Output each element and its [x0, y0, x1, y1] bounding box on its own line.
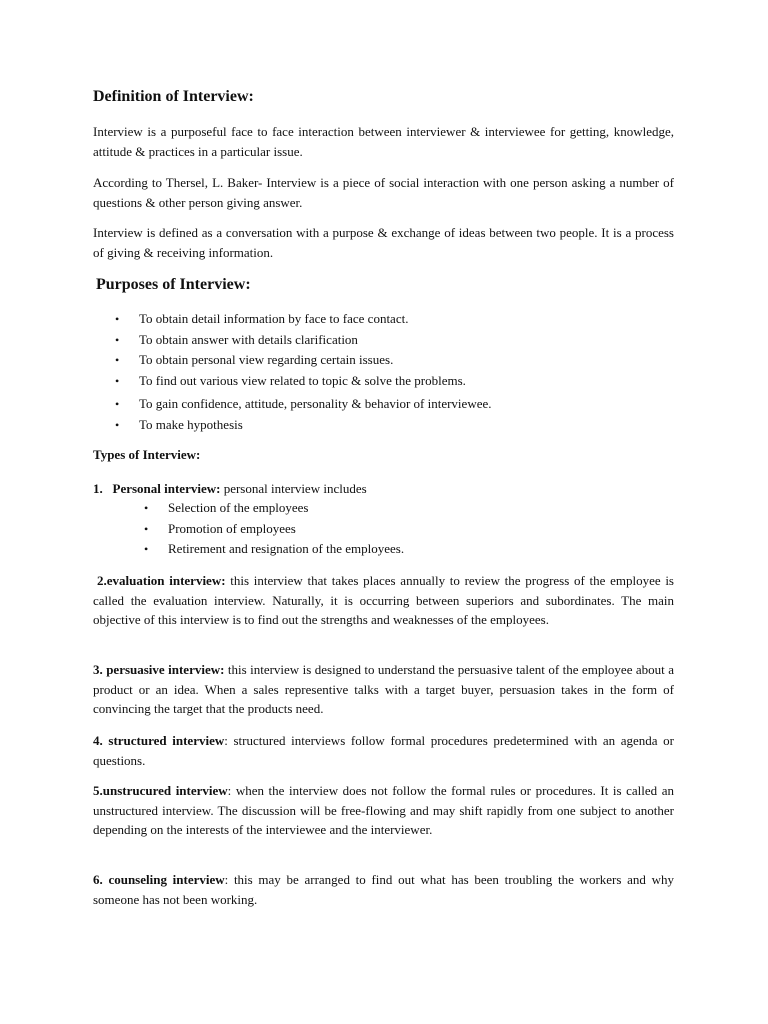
personal-interview-list [93, 498, 674, 560]
bullet-icon: • [115, 332, 120, 347]
bullet-icon: • [115, 373, 120, 388]
type-persuasive-title: 3. persuasive interview: [93, 662, 225, 677]
list-item: • Promotion of employees [93, 519, 674, 540]
definition-heading: Definition of Interview: [93, 88, 254, 105]
bullet-icon: • [115, 353, 120, 367]
types-heading: Types of Interview: [93, 447, 201, 462]
list-item: • To obtain detail information by face to face contact. [93, 309, 674, 330]
type-counseling [93, 870, 674, 909]
bullet-icon: • [115, 312, 120, 326]
type-personal-title: Personal interview: [112, 481, 221, 496]
list-item: • Retirement and resignation of the employees. [93, 539, 674, 560]
type-evaluation-text: this interview that takes places annually to review the progress of the employee is called the evaluation interview. Naturally, it is occurring between superiors and subordinates. The main objective of this interview is to find out the strengths and weaknesses of the employees. [93, 573, 674, 627]
bullet-icon: • [144, 501, 149, 515]
type-personal [93, 479, 674, 499]
type-personal-number: 1. [93, 481, 103, 496]
type-unstructured-title: 5.unstrucured interview [93, 783, 228, 798]
bullet-icon: • [115, 417, 120, 432]
definition-paragraph-1: Interview is a purposeful face to face interaction between interviewer & interviewee for getting, knowledge, attitude & practices in a particular issue. [93, 124, 674, 159]
bullet-icon: • [144, 521, 149, 536]
type-counseling-text: : this may be arranged to find out what has been troubling the workers and why someone has not been working. [93, 872, 674, 907]
bullet-icon: • [115, 397, 120, 411]
definition-paragraph-3: Interview is defined as a conversation with a purpose & exchange of ideas between two people. It is a process of giving & receiving information. [93, 225, 674, 260]
type-structured-text: : structured interviews follow formal procedures predetermined with an agenda or questions. [93, 733, 674, 768]
type-persuasive [93, 660, 674, 719]
type-persuasive-text: this interview is designed to understand the persuasive talent of the employee about a product or an idea. When a sales representive talks with a target buyer, persuasion takes in the form of convincing the target that the products need. [93, 662, 674, 716]
purposes-heading: Purposes of Interview: [96, 276, 251, 293]
type-unstructured-text: : when the interview does not follow the formal rules or procedures. It is called an unstructured interview. The discussion will be free-flowing and may shift rapidly from one subject to another depending on the interests of the interviewee and the interviewer. [93, 783, 674, 837]
type-counseling-title: 6. counseling interview [93, 872, 225, 887]
purposes-list [93, 309, 674, 435]
list-item: • To gain confidence, attitude, personality & behavior of interviewee. [93, 394, 674, 415]
list-item: • To find out various view related to topic & solve the problems. [93, 371, 674, 392]
type-evaluation-title: 2.evaluation interview: [97, 573, 226, 588]
type-structured [93, 731, 674, 770]
list-item: • To obtain answer with details clarification [93, 330, 674, 351]
list-item: • To obtain personal view regarding certain issues. [93, 350, 674, 371]
type-structured-title: 4. structured interview [93, 733, 225, 748]
list-item: • To make hypothesis [93, 415, 674, 436]
definition-paragraph-2: According to Thersel, L. Baker- Interview is a piece of social interaction with one person asking a number of questions & other person giving answer. [93, 175, 674, 210]
bullet-icon: • [144, 542, 149, 556]
list-item: • Selection of the employees [93, 498, 674, 519]
type-unstructured [93, 781, 674, 840]
type-evaluation [93, 571, 674, 630]
type-personal-text: personal interview includes [220, 481, 367, 496]
